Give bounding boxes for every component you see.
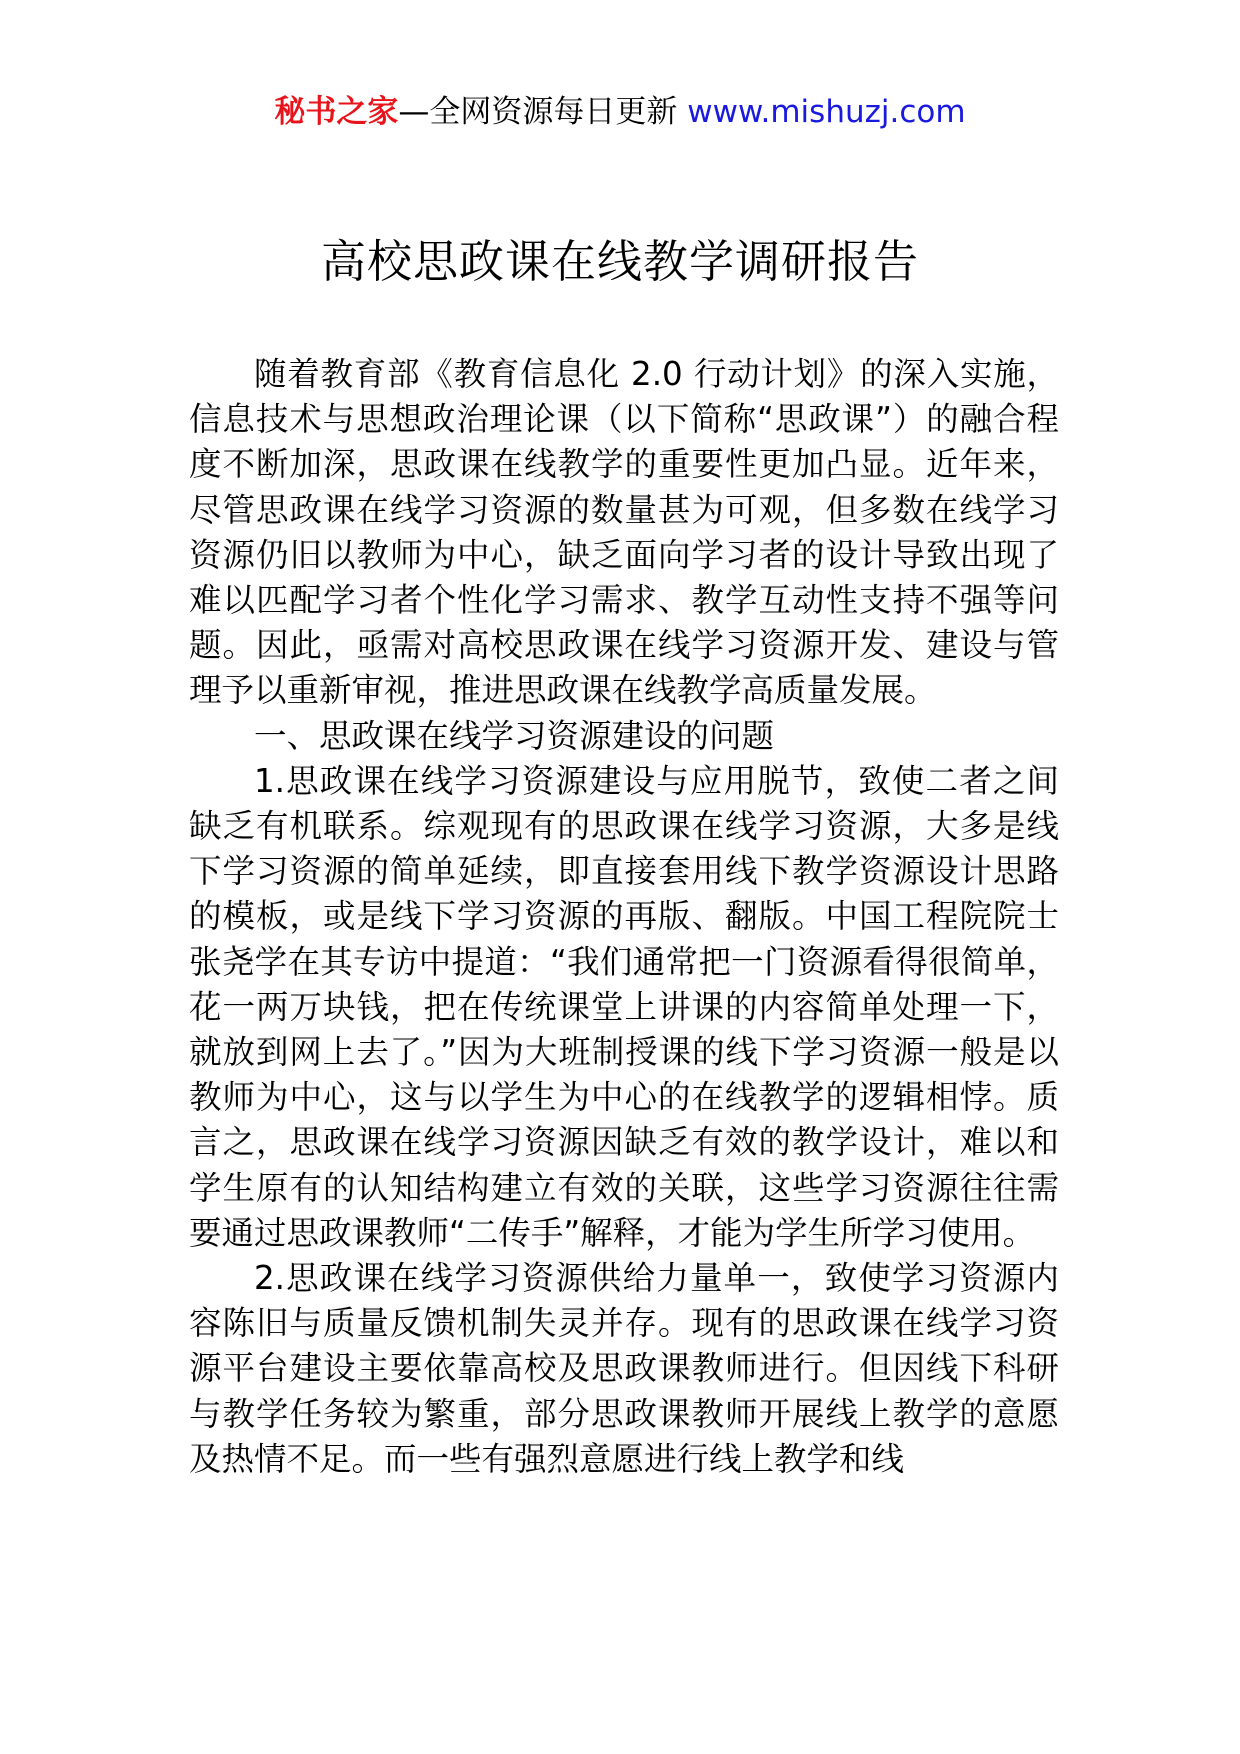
site-url-link[interactable]: www.mishuzj.com	[687, 94, 966, 130]
section-heading: 一、思政课在线学习资源建设的问题	[254, 716, 775, 755]
body-paragraph: 2.思政课在线学习资源供给力量单一，致使学习资源内容陈旧与质量反馈机制失灵并存。现有的思政课在线学习资源平台建设主要依靠高校及思政课教师进行。但因线下科研与教学任务较为繁重，部分思政课教师开展线上教学的意愿及热情不足。而一些有强烈意愿进行线上教学和线	[189, 1259, 1059, 1478]
brand-name: 秘书之家	[274, 94, 399, 130]
document-body	[189, 352, 1059, 1482]
header-slogan: —全网资源每日更新	[398, 94, 688, 130]
body-paragraph: 1.思政课在线学习资源建设与应用脱节，致使二者之间缺乏有机联系。综观现有的思政课在线学习资源，大多是线下学习资源的简单延续，即直接套用线下教学资源设计思路的模板，或是线下学习资源的再版、翻版。中国工程院院士张尧学在其专访中提道：“我们通常把一门资源看得很简单，花一两万块钱，把在传统课堂上讲课的内容简单处理一下，就放到网上去了。”因为大班制授课的线下学习资源一般是以教师为中心，这与以学生为中心的在线教学的逻辑相悖。质言之，思政课在线学习资源因缺乏有效的教学设计，难以和学生原有的认知结构建立有效的关联，这些学习资源往往需要通过思政课教师“二传手”解释，才能为学生所学习使用。	[189, 761, 1059, 1252]
watermark-header	[0, 92, 1240, 132]
page-title: 高校思政课在线教学调研报告	[320, 235, 919, 288]
intro-paragraph: 随着教育部《教育信息化 2.0 行动计划》的深入实施，信息技术与思想政治理论课（以下简称“思政课”）的融合程度不断加深，思政课在线教学的重要性更加凸显。近年来，尽管思政课在线学习资源的数量甚为可观，但多数在线学习资源仍旧以教师为中心，缺乏面向学习者的设计导致出现了难以匹配学习者个性化学习需求、教学互动性支持不强等问题。因此，亟需对高校思政课在线学习资源开发、建设与管理予以重新审视，推进思政课在线教学高质量发展。	[189, 355, 1059, 710]
